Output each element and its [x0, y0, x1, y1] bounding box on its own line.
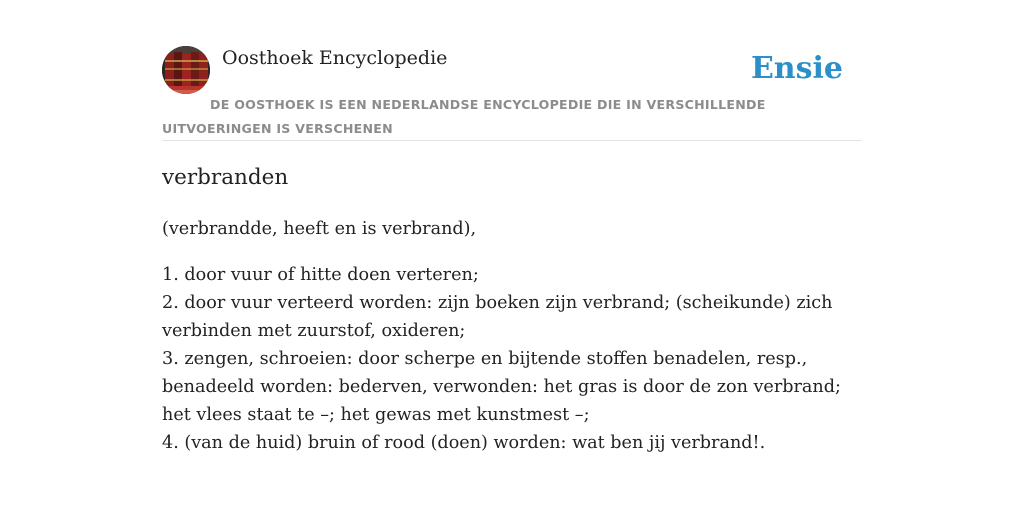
entry-grammar: (verbrandde, heeft en is verbrand), [162, 219, 477, 239]
source-tagline: DE OOSTHOEK IS EEN NEDERLANDSE ENCYCLOPEDIE DIE IN VERSCHILLENDE UITVOERINGEN IS VERSCHENEN [162, 97, 766, 136]
encyclopedia-books-icon [162, 46, 210, 94]
sense-item: 4. (van de huid) bruin of rood (doen) worden: wat ben jij verbrand!. [162, 433, 766, 453]
sense-list [162, 261, 862, 457]
source-avatar[interactable] [162, 46, 210, 94]
sense-item: 1. door vuur of hitte doen verteren; [162, 265, 479, 285]
sense-item: 3. zengen, schroeien: door scherpe en bijtende stoffen benadelen, resp., benadeeld worden: bederven, verwonden: het gras is door de zon verbrand; het vlees staat te –; het gewas met kunstmest –; [162, 349, 841, 425]
entry-headword: verbranden [162, 165, 289, 190]
brand-logo[interactable]: Ensie [750, 51, 843, 86]
source-name[interactable]: Oosthoek Encyclopedie [222, 47, 448, 69]
source-header [162, 46, 862, 141]
entry-content [162, 162, 862, 457]
sense-item: 2. door vuur verteerd worden: zijn boeken zijn verbrand; (scheikunde) zich verbinden met zuurstof, oxideren; [162, 293, 833, 341]
